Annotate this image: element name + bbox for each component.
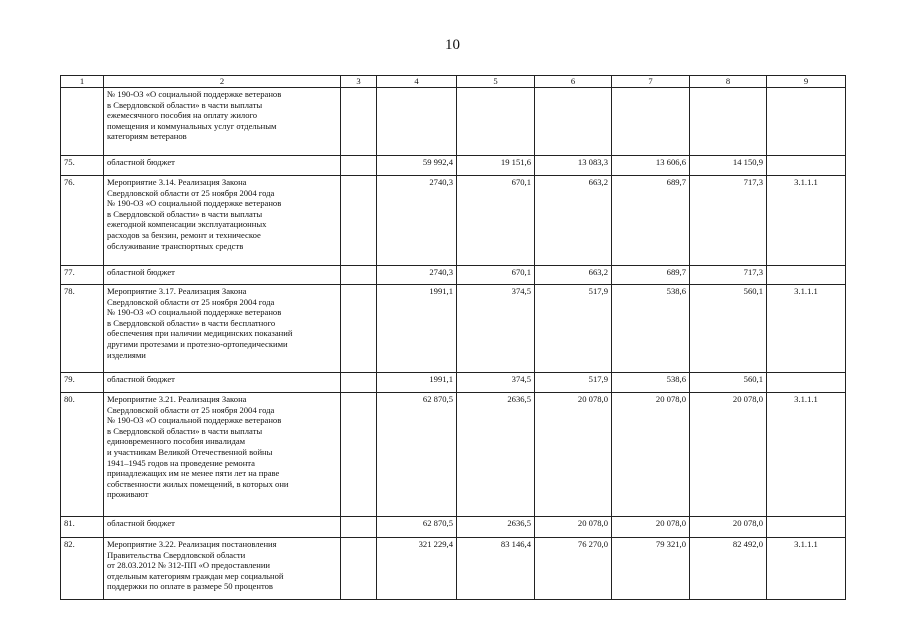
cell-col7: [612, 88, 690, 156]
cell-col6: 20 078,0: [535, 517, 612, 538]
cell-col5: 19 151,6: [457, 156, 535, 176]
cell-col3: [341, 393, 377, 517]
column-header: 8: [690, 76, 767, 88]
cell-col4: 59 992,4: [377, 156, 457, 176]
page-number: 10: [445, 37, 460, 53]
column-header: 9: [767, 76, 846, 88]
row-description: областной бюджет: [104, 156, 341, 176]
column-header: 7: [612, 76, 690, 88]
cell-col9: [767, 266, 846, 285]
cell-col9: [767, 156, 846, 176]
cell-col6: 13 083,3: [535, 156, 612, 176]
cell-col4: 2740,3: [377, 176, 457, 266]
row-description: Мероприятие 3.21. Реализация Закона Свердловской области от 25 ноября 2004 года № 190-ОЗ «О социальной поддержке ветеранов в Свердловской области» в части выплаты единовременного пособия инвалидам и участникам Великой Отечественной войны 1941–1945 годов на проведение ремонта принадлежащих им не менее пяти лет на праве собственности жилых помещений, в которых они проживают: [104, 393, 341, 517]
column-header: 2: [104, 76, 341, 88]
cell-col9: 3.1.1.1: [767, 285, 846, 373]
row-description: № 190-ОЗ «О социальной поддержке ветеранов в Свердловской области» в части выплаты ежемесячного пособия на оплату жилого помещения и коммунальных услуг отдельным категориям ветеранов: [104, 88, 341, 156]
cell-col3: [341, 176, 377, 266]
cell-col8: 20 078,0: [690, 393, 767, 517]
cell-col8: 20 078,0: [690, 517, 767, 538]
cell-col9: 3.1.1.1: [767, 393, 846, 517]
cell-col6: [535, 88, 612, 156]
row-number: 81.: [61, 517, 104, 538]
column-header: 6: [535, 76, 612, 88]
cell-col9: [767, 373, 846, 393]
cell-col6: 20 078,0: [535, 393, 612, 517]
row-number: [61, 88, 104, 156]
cell-col3: [341, 538, 377, 600]
cell-col5: 374,5: [457, 285, 535, 373]
cell-col6: 76 270,0: [535, 538, 612, 600]
cell-col6: 663,2: [535, 176, 612, 266]
cell-col5: 2636,5: [457, 517, 535, 538]
cell-col7: 20 078,0: [612, 517, 690, 538]
cell-col5: 670,1: [457, 266, 535, 285]
cell-col6: 517,9: [535, 373, 612, 393]
cell-col4: 2740,3: [377, 266, 457, 285]
cell-col8: 560,1: [690, 373, 767, 393]
cell-col4: 62 870,5: [377, 517, 457, 538]
table-row: [61, 88, 846, 156]
cell-col8: [690, 88, 767, 156]
cell-col7: 689,7: [612, 176, 690, 266]
cell-col5: [457, 88, 535, 156]
cell-col9: 3.1.1.1: [767, 538, 846, 600]
cell-col4: 1991,1: [377, 373, 457, 393]
cell-col3: [341, 285, 377, 373]
table-row: [61, 373, 846, 393]
cell-col4: 321 229,4: [377, 538, 457, 600]
row-number: 77.: [61, 266, 104, 285]
row-description: областной бюджет: [104, 517, 341, 538]
cell-col8: 717,3: [690, 176, 767, 266]
cell-col5: 83 146,4: [457, 538, 535, 600]
cell-col8: 717,3: [690, 266, 767, 285]
cell-col5: 374,5: [457, 373, 535, 393]
table-row: [61, 538, 846, 600]
row-number: 75.: [61, 156, 104, 176]
row-description: Мероприятие 3.22. Реализация постановления Правительства Свердловской области от 28.03.2012 № 312-ПП «О предоставлении отдельным категориям граждан мер социальной поддержки по оплате в размере 50 процентов: [104, 538, 341, 600]
cell-col7: 20 078,0: [612, 393, 690, 517]
column-header: 5: [457, 76, 535, 88]
cell-col3: [341, 266, 377, 285]
cell-col7: 689,7: [612, 266, 690, 285]
row-number: 78.: [61, 285, 104, 373]
budget-table: [60, 75, 846, 600]
cell-col6: 517,9: [535, 285, 612, 373]
row-description: областной бюджет: [104, 373, 341, 393]
column-header: 3: [341, 76, 377, 88]
row-description: Мероприятие 3.17. Реализация Закона Свердловской области от 25 ноября 2004 года № 190-ОЗ «О социальной поддержке ветеранов в Свердловской области» в части бесплатного обеспечения при наличии медицинских показаний другими протезами и протезно-ортопедическими изделиями: [104, 285, 341, 373]
cell-col9: 3.1.1.1: [767, 176, 846, 266]
table-row: [61, 176, 846, 266]
cell-col8: 82 492,0: [690, 538, 767, 600]
row-number: 76.: [61, 176, 104, 266]
cell-col3: [341, 373, 377, 393]
cell-col9: [767, 88, 846, 156]
row-description: Мероприятие 3.14. Реализация Закона Свердловской области от 25 ноября 2004 года № 190-ОЗ «О социальной поддержке ветеранов в Свердловской области» в части выплаты ежегодной компенсации эксплуатационных расходов за бензин, ремонт и техническое обслуживание транспортных средств: [104, 176, 341, 266]
cell-col3: [341, 156, 377, 176]
table-row: [61, 517, 846, 538]
table-row: [61, 393, 846, 517]
cell-col8: 14 150,9: [690, 156, 767, 176]
cell-col9: [767, 517, 846, 538]
column-header: 1: [61, 76, 104, 88]
cell-col7: 538,6: [612, 373, 690, 393]
cell-col4: 1991,1: [377, 285, 457, 373]
cell-col7: 13 606,6: [612, 156, 690, 176]
column-header: 4: [377, 76, 457, 88]
cell-col3: [341, 88, 377, 156]
table-row: [61, 266, 846, 285]
cell-col8: 560,1: [690, 285, 767, 373]
cell-col7: 79 321,0: [612, 538, 690, 600]
cell-col3: [341, 517, 377, 538]
header-row: [61, 76, 846, 88]
table-row: [61, 156, 846, 176]
row-number: 82.: [61, 538, 104, 600]
cell-col5: 670,1: [457, 176, 535, 266]
row-number: 79.: [61, 373, 104, 393]
cell-col6: 663,2: [535, 266, 612, 285]
cell-col4: 62 870,5: [377, 393, 457, 517]
row-description: областной бюджет: [104, 266, 341, 285]
row-number: 80.: [61, 393, 104, 517]
cell-col7: 538,6: [612, 285, 690, 373]
table-row: [61, 285, 846, 373]
cell-col4: [377, 88, 457, 156]
cell-col5: 2636,5: [457, 393, 535, 517]
